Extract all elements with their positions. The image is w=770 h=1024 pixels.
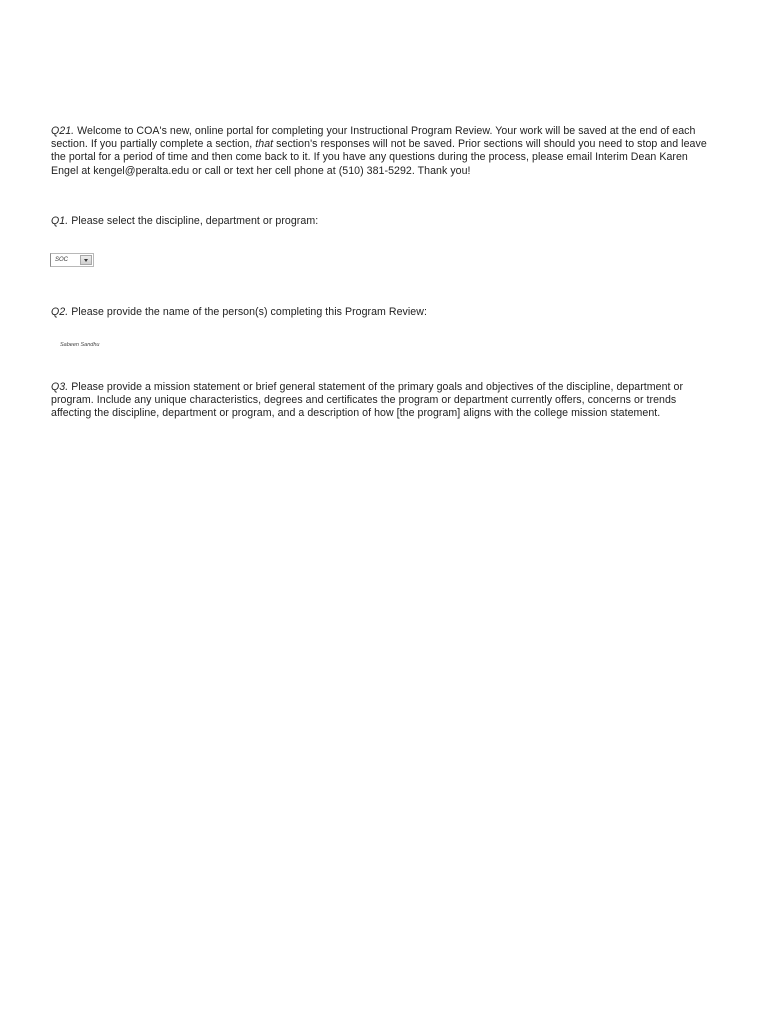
- question-q21: [51, 125, 711, 178]
- question-text-emphasis: that: [255, 138, 274, 151]
- question-number: Q3.: [51, 381, 69, 393]
- discipline-select[interactable]: [50, 253, 94, 267]
- person-name-answer: Sabeen Sandhu: [60, 342, 100, 348]
- question-number: Q2.: [51, 306, 69, 318]
- question-text: Please provide a mission statement or brief general statement of the primary goals and objectives of the discipline, department or program. Include any unique characteristics, degrees and certificates the program or department currently offers, concerns or trends affecting the discipline, department or program, and a description of how [the program] aligns with the college mission statement.: [51, 381, 684, 420]
- question-text: Please select the discipline, department or program:: [68, 215, 319, 227]
- discipline-select-value: SOC: [55, 257, 69, 263]
- question-number: Q1.: [51, 215, 69, 227]
- question-q3: [51, 381, 716, 421]
- question-number: Q21.: [51, 125, 75, 137]
- question-text: Welcome to COA's new, online portal for completing your Instructional Program Review. Your work will be saved at the end of each section. If you partially complete a section,: [51, 125, 696, 151]
- question-text-continued: section's responses will not be saved. Prior sections will should you need to stop and leave the portal for a period of time and then come back to it. If you have any questions during the process, please email Interim Dean Karen Engel at kengel@peralta.edu or call or text her cell phone at (510) 381-5292. Thank you!: [51, 138, 707, 177]
- question-q1: [51, 215, 711, 228]
- chevron-down-icon[interactable]: [80, 255, 92, 265]
- question-text: Please provide the name of the person(s) completing this Program Review:: [68, 306, 427, 318]
- question-q2: [51, 306, 711, 319]
